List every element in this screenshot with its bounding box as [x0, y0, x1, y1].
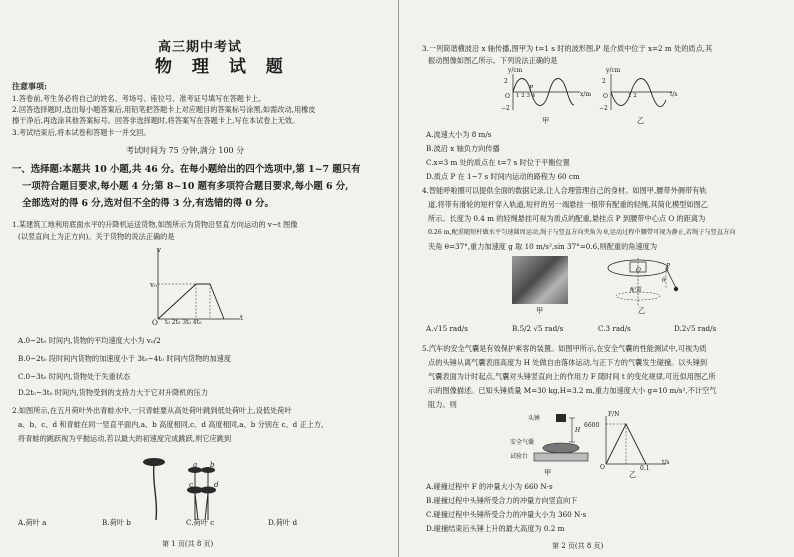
q4-caption-a: 甲: [536, 306, 544, 315]
q5-option-a: A.碰撞过程中 F 的冲量大小为 660 N·s: [426, 482, 553, 491]
q4-weight-label: 配重: [630, 287, 643, 294]
q1-option-d: D.2t₀~3t₀ 时间内,货物受到的支持力大于它对升降机的压力: [18, 388, 209, 397]
exam-time: 考试时间为 75 分钟,满分 100 分: [126, 146, 245, 155]
section-heading: 一项符合题目要求,每小题 4 分;第 8~10 题有多项符合题目要求,每小题 6 分,: [22, 181, 349, 192]
q3a-y-axis-label: y/cm: [508, 67, 523, 74]
q4-stem: 道,将带有滑轮的短杆穿入轨道,短杆的另一端悬挂一根带有配重的轻绳,其简化模型如图乙: [428, 200, 708, 209]
q3a-origin: O: [505, 93, 510, 100]
q5-t-tick: 0.1: [640, 465, 650, 472]
q4-stem: 0.26 m,配重随短杆做水平匀速圆周运动,绳子与竖直方向夹角为 θ,运动过程中腰带可视为静止,若绳子与竖直方向: [428, 229, 736, 236]
q1-graph-origin: O: [152, 318, 158, 327]
q5-stem: 阻力。则: [428, 400, 457, 409]
q3-option-d: D.质点 P 在 1~7 s 时间内运动的路程为 60 cm: [426, 172, 580, 181]
notice-heading: 注意事项:: [12, 81, 47, 91]
q5-stem: 示的图像描述。已知头锤质量 M=30 kg,H=3.2 m,重力加速度大小 g=10 m/s²,不计空气: [428, 386, 717, 395]
q5-head-label: 头锤: [528, 415, 541, 422]
q1-option-b: B.0~2t₀ 段时间内货物的加速度小于 3t₀~4t₀ 时间内货物的加速度: [18, 354, 232, 363]
q3b-caption: 乙: [637, 116, 645, 125]
q5-t-axis-label: t/s: [662, 459, 670, 466]
q2-option-a: A.荷叶 a: [18, 518, 47, 527]
q3a-point-p: P: [529, 85, 534, 92]
q3-vibration-graph: [606, 72, 676, 112]
q2-stem: 将青蛙的跳跃视为平抛运动,若以最大的初速度完成跳跃,则它应跳到: [18, 434, 232, 443]
q3b-y-min: −2: [599, 105, 608, 112]
q1-graph-v0-label: v₀: [150, 280, 157, 289]
q3a-x-axis-label: x/m: [580, 91, 592, 98]
q3b-origin: O: [603, 93, 608, 100]
q5-caption-a: 甲: [544, 468, 552, 477]
q4-option-c: C.3 rad/s: [598, 324, 631, 333]
q1-stem: 1.某建筑工地利用底面水平的升降机运送货物,如图所示为货物沿竖直方向运动的 v−t 图像: [12, 220, 298, 229]
q3-stem: 3.一列简谐横波沿 x 轴传播,图甲为 t=1 s 时的波形图,P 是介质中位于 x=2 m 处的质点,其: [422, 44, 713, 53]
q4-point-o: O: [636, 267, 641, 274]
q4-option-d: D.2√5 rad/s: [674, 324, 717, 333]
q3a-y-min: −2: [501, 105, 510, 112]
q1-stem: (以竖直向上为正方向)。关于货物的说法正确的是: [18, 232, 175, 241]
exam-title: 高三期中考试: [158, 40, 243, 55]
notice-line: 擦干净后,再选涂其他答案标号。回答非选择题时,将答案写在答题卡上,写在本试卷上无效。: [12, 116, 300, 125]
q3b-y-axis-label: y/cm: [606, 67, 621, 74]
notice-line: 1.答卷前,考生务必将自己的姓名、考场号、座位号、准考证号填写在答题卡上。: [12, 94, 266, 103]
q3-option-a: A.波速大小为 8 m/s: [426, 130, 492, 139]
q4-stem: 所示。长度为 0.4 m 的轻绳悬挂可视为质点的配重,悬挂点 P 到腰带中心点 O 的距离为: [428, 214, 706, 223]
q5-origin: O: [600, 464, 605, 471]
q4-option-a: A.√15 rad/s: [426, 324, 468, 333]
right-page: [404, 0, 790, 557]
q2-leaf-b-label: b: [210, 460, 215, 469]
subject-title: 物 理 试 题: [155, 57, 290, 77]
q1-graph-ticks: t₀ 2t₀ 3t₀ 4t₀: [165, 319, 202, 326]
q5-bench-label: 试验台: [510, 453, 529, 460]
q2-option-d: D.荷叶 d: [268, 518, 298, 527]
q3-option-b: B.波沿 x 轴负方向传播: [426, 144, 500, 153]
q2-option-b: B.荷叶 b: [102, 518, 131, 527]
notice-line: 3.考试结束后,将本试卷和答题卡一并交回。: [12, 128, 151, 137]
q3b-x-axis-label: t/s: [670, 91, 678, 98]
q4-caption-b: 乙: [638, 306, 646, 315]
q3-option-c: C.x=3 m 处的质点在 t=7 s 时位于平衡位置: [426, 158, 570, 167]
q4-angle-theta: θ: [662, 277, 666, 284]
q2-leaf-c-label: c: [189, 480, 194, 489]
q1-option-a: A.0~2t₀ 时间内,货物的平均速度大小为 v₀/2: [18, 336, 161, 345]
notice-line: 2.回答选择题时,选出每小题答案后,用铅笔把答题卡上对应题目的答案标号涂黑,如需改动,用橡皮: [12, 105, 316, 114]
q3a-caption: 甲: [542, 116, 550, 125]
left-page: [0, 0, 392, 557]
q1-graph-t-label: t: [240, 313, 243, 322]
page-fold-divider: [398, 0, 399, 557]
section-heading: 全部选对的得 6 分,选对但不全的得 3 分,有选错的得 0 分。: [22, 198, 274, 209]
q4-stem: 4.智能呼啦圈可以提供全面的数据记录,让人合理管理自己的身材。如图甲,腰带外侧带有轨: [422, 186, 707, 195]
q5-airbag-label: 安全气囊: [510, 439, 535, 446]
q5-height-label: H: [575, 427, 581, 434]
q3-stem: 振动图像如图乙所示。下列说法正确的是: [428, 56, 558, 65]
q1-option-c: C.0~3t₀ 时间内,货物处于失重状态: [18, 372, 131, 381]
q2-option-c: C.荷叶 c: [186, 518, 215, 527]
q2-leaf-a-label: a: [193, 460, 198, 469]
q5-caption-b: 乙: [629, 470, 637, 479]
page-number-left: 第 1 页(共 8 页): [162, 540, 214, 548]
q4-stem: 夹角 θ=37°,重力加速度 g 取 10 m/s²,sin 37°=0.6,则配重的角速度为: [428, 242, 658, 251]
q5-stem: 点的头锤从离气囊表面高度为 H 处做自由落体运动,与正下方的气囊发生碰撞。以头锤到: [428, 358, 708, 367]
q2-stem: 2.如图所示,在五月荷叶外出青蛙水中,一只青蛙要从高处荷叶跳到低处荷叶上,设低处荷叶: [12, 406, 292, 415]
q4-point-p: P: [666, 263, 671, 270]
q1-graph-v-label: v: [157, 245, 162, 254]
q4-option-b: B.5/2 √5 rad/s: [512, 324, 564, 333]
q5-f-axis-label: F/N: [608, 411, 620, 418]
q5-f-value: 6600: [584, 422, 600, 429]
q5-stem: 气囊表面为计时起点,气囊对头锤竖直向上的作用力 F 随时间 t 的变化规律,可近似用图乙所: [428, 372, 716, 381]
q5-option-d: D.碰撞结束后头锤上升的最大高度为 0.2 m: [426, 524, 565, 533]
q3b-y-max: 2: [602, 78, 606, 85]
q5-force-time-graph: [600, 414, 670, 468]
q5-stem: 5.汽车的安全气囊是有效保护乘客的装置。如图甲所示,在安全气囊的性能测试中,可视为质: [422, 344, 707, 353]
page-number-right: 第 2 页(共 8 页): [552, 542, 604, 550]
q5-option-c: C.碰撞过程中头锤所受合力的冲量大小为 360 N·s: [426, 510, 587, 519]
q3a-ticks: 1 2 3 4: [516, 93, 536, 99]
q2-stem: a、b、c、d 和青蛙在同一竖直平面内,a、b 高度相同,c、d 高度相同,a、b 分别在 c、d 正上方,: [18, 420, 324, 429]
q4-hula-hoop-photo: [512, 256, 568, 304]
q1-vt-graph: [150, 244, 245, 326]
q3a-y-max: 2: [504, 78, 508, 85]
section-heading: 一、选择题:本题共 10 小题,共 46 分。在每小题给出的四个选项中,第 1~7 题只有: [12, 164, 361, 175]
q3b-ticks: 1 2: [628, 93, 637, 99]
q2-leaf-d-label: d: [214, 480, 219, 489]
q5-option-b: B.碰撞过程中头锤所受合力的冲量方向竖直向下: [426, 496, 578, 505]
